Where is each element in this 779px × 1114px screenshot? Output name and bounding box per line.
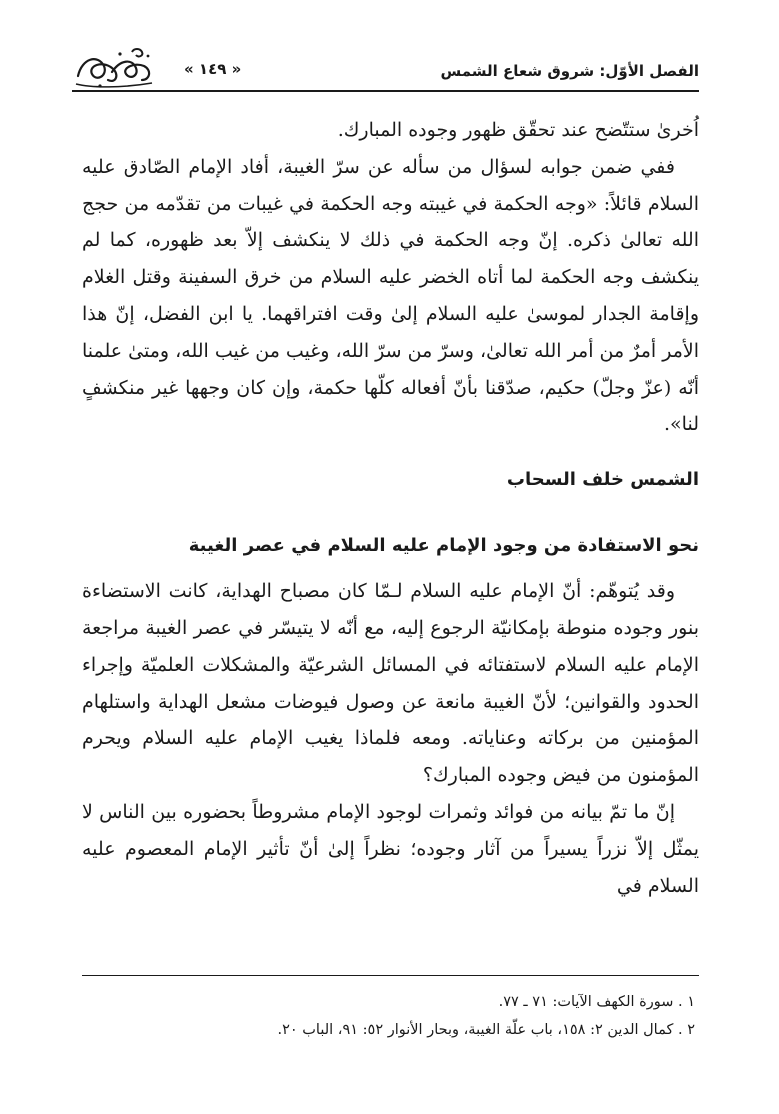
footnote-divider <box>82 975 699 976</box>
footnotes <box>83 988 695 1044</box>
header-divider <box>72 90 699 92</box>
paragraph-1: اُخرىٰ ستتّضح عند تحقّق ظهور وجوده المبارك. <box>337 119 699 141</box>
page-header <box>72 40 699 92</box>
page-number-value: ١٤٩ <box>198 60 227 78</box>
subsection-heading: نحو الاستفادة من وجود الإمام عليه السلام في عصر الغيبة <box>188 535 699 557</box>
paragraph-3: وقد يُتوهّم: أنّ الإمام عليه السلام لـمّا كان مصباح الهداية، كانت الاستضاءة بنور وجوده منوطة بإمكانيّة الرجوع إليه، مع أنّه لا يتيسّر في عصر الغيبة مراجعة الإمام عليه السلام لاستفتائه في المسائل الشرعيّة والمشكلات العلميّة وإجراء الحدود والقوانين؛ لأنّ الغيبة مانعة عن وصول فيوضات مشعل الهداية واستلهام المؤمنين من بركاته وعناياته. ومعه فلماذا يغيب الإمام عليه السلام ويحرم المؤمنون من فيض وجوده المبارك؟ <box>82 580 699 787</box>
page-content <box>82 112 699 904</box>
paragraph-4: إنّ ما تمّ بيانه من فوائد وثمرات لوجود الإمام مشروطاً بحضوره بين الناس لا يمثّل إلاّ نزراً يسيراً من آثار وجوده؛ نظراً إلىٰ أنّ تأثير الإمام المعصوم عليه السلام في <box>82 800 699 897</box>
footnote-1: ١ . سورة الكهف الآيات: ٧١ ـ ٧٧. <box>498 994 695 1010</box>
calligraphy-ornament-icon <box>72 46 156 90</box>
section-heading: الشمس خلف السحاب <box>506 469 699 491</box>
paragraph-2: ففي ضمن جوابه لسؤال من سأله عن سرّ الغيبة، أفاد الإمام الصّادق عليه السلام قائلاً: «وجه الحكمة في غيبته وجه الحكمة في غيبات من تقدّمه من حجج الله تعالىٰ ذكره. إنّ وجه الحكمة في ذلك لا ينكشف إلاّ بعد ظهوره، كما لم ينكشف وجه الحكمة لما أتاه الخضر عليه السلام من خرق السفينة وقتل الغلام وإقامة الجدار لموسىٰ عليه السلام إلىٰ وقت افتراقهما. يا ابن الفضل، إنّ هذا الأمر أمرٌ من أمر الله تعالىٰ، وسرّ من سرّ الله، وغيب من غيب الله، ومتىٰ علمنا أنّه (عزّ وجلّ) حكيم، صدّقنا بأنّ أفعاله كلّها حكمة، وإن كان وجهها غير منكشفٍ لنا». <box>82 155 699 436</box>
page-number: « ١٤٩ » <box>184 60 242 78</box>
chapter-title: الفصل الأوّل: شروق شعاع الشمس <box>440 62 699 80</box>
footnote-2: ٢ . كمال الدين ٢: ١٥٨، باب علّة الغيبة، وبحار الأنوار ٥٢: ٩١، الباب ٢٠. <box>277 1022 695 1038</box>
